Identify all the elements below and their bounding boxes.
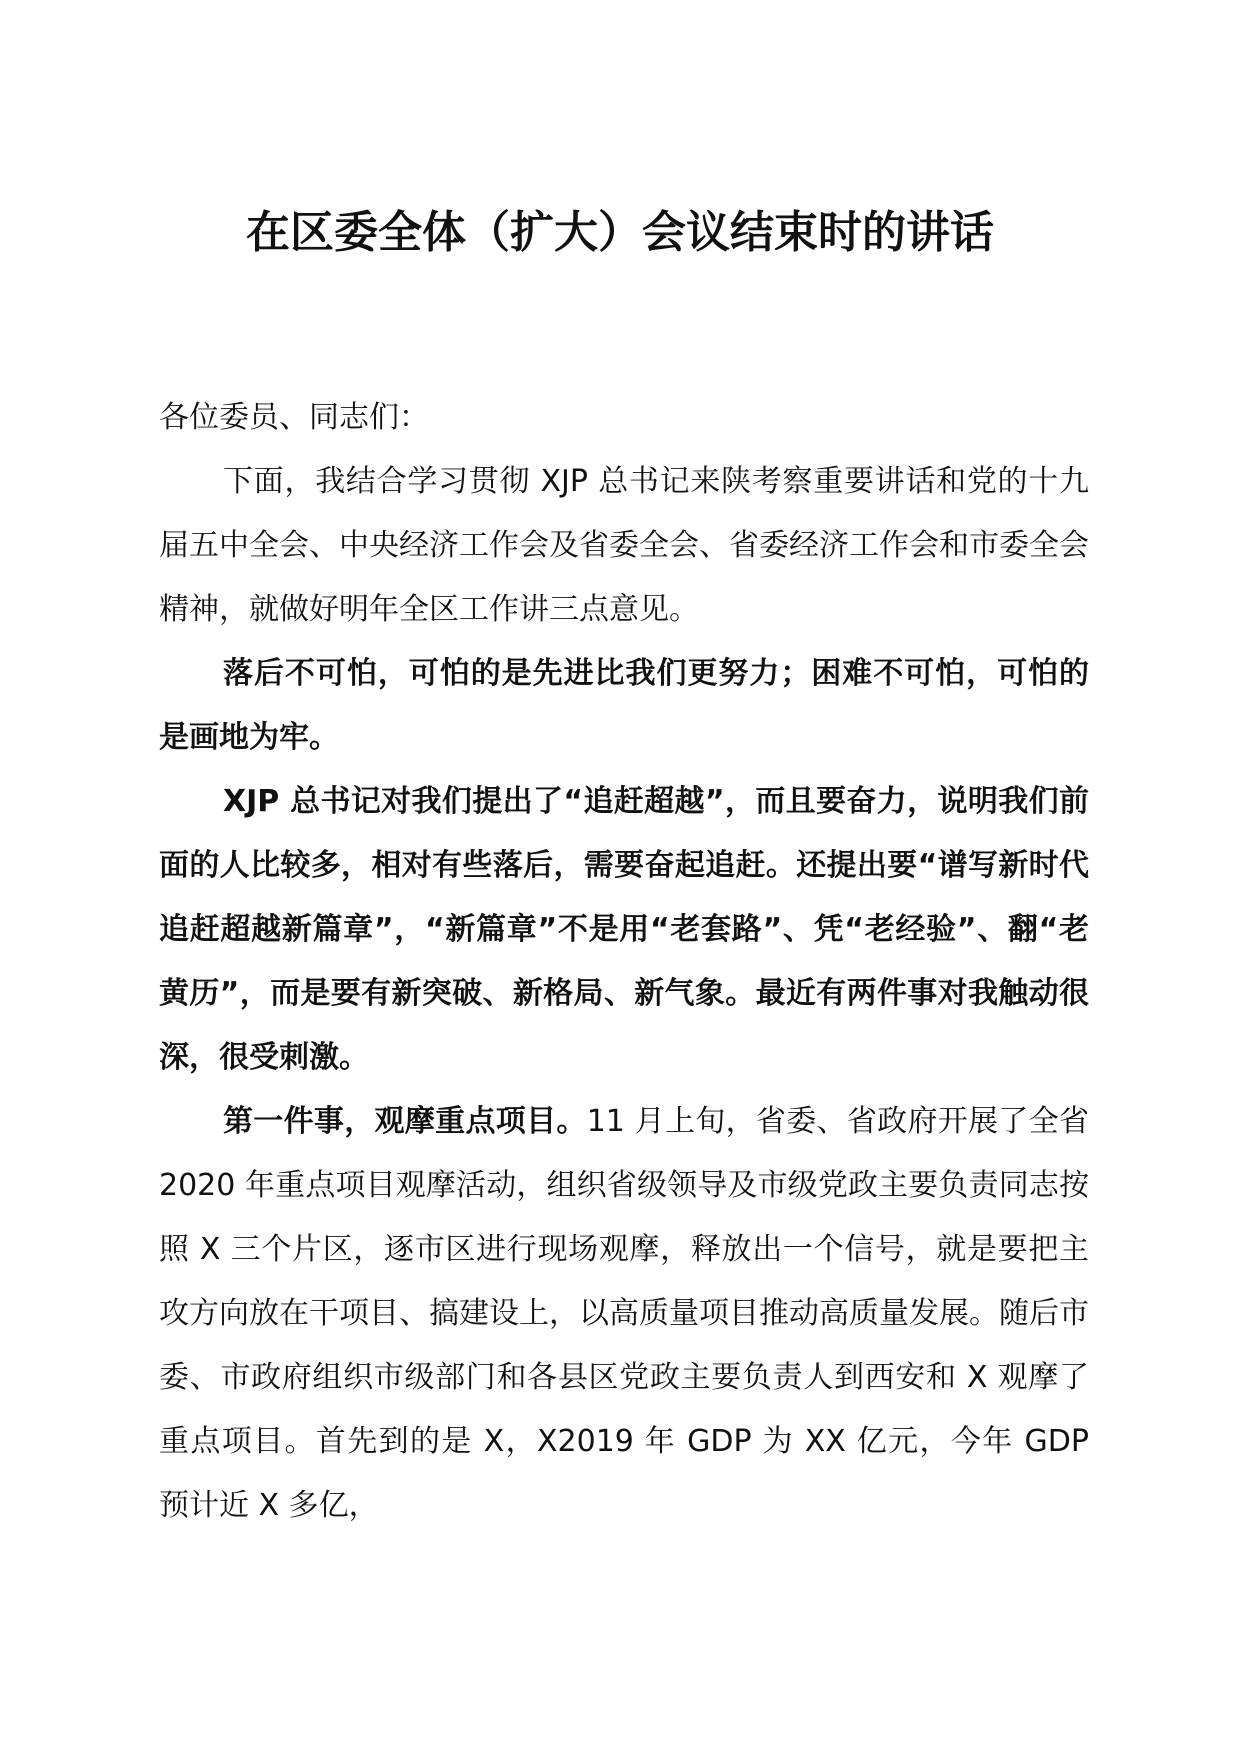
document-body: [159, 386, 1089, 1538]
paragraph-first-event-text: 11 月上旬，省委、省政府开展了全省 2020 年重点项目观摩活动，组织省级领导及市级党政主要负责同志按照 X 三个片区，逐市区进行现场观摩，释放出一个信号，就是要把主攻方向放在干项目、搞建设上，以高质量项目推动高质量发展。随后市委、市政府组织市级部门和各县区党政主要负责人到西安和 X 观摩了重点项目。首先到的是 X，X2019 年 GDP 为 XX 亿元，今年 GDP 预计近 X 多亿，: [159, 1104, 1089, 1523]
document-title: 在区委全体（扩大）会议结束时的讲话: [246, 207, 994, 258]
paragraph-first-event: [159, 1090, 1089, 1538]
paragraph-bold: XJP 总书记对我们提出了“追赶超越”，而且要奋力，说明我们前面的人比较多，相对有些落后，需要奋起追赶。还提出要“谱写新时代追赶超越新篇章”，“新篇章”不是用“老套路”、凭“老经验”、翻“老黄历”，而是要有新突破、新格局、新气象。最近有两件事对我触动很深，很受刺激。: [159, 784, 1089, 1075]
paragraph-intro: 下面，我结合学习贯彻 XJP 总书记来陕考察重要讲话和党的十九届五中全会、中央经济工作会及省委全会、省委经济工作会和市委全会精神，就做好明年全区工作讲三点意见。: [159, 464, 1089, 627]
greeting-line: 各位委员、同志们：: [159, 400, 429, 435]
paragraph-lead-phrase: 第一件事，观摩重点项目。: [223, 1104, 587, 1139]
section-heading: 落后不可怕，可怕的是先进比我们更努力；困难不可怕，可怕的是画地为牢。: [159, 656, 1089, 755]
